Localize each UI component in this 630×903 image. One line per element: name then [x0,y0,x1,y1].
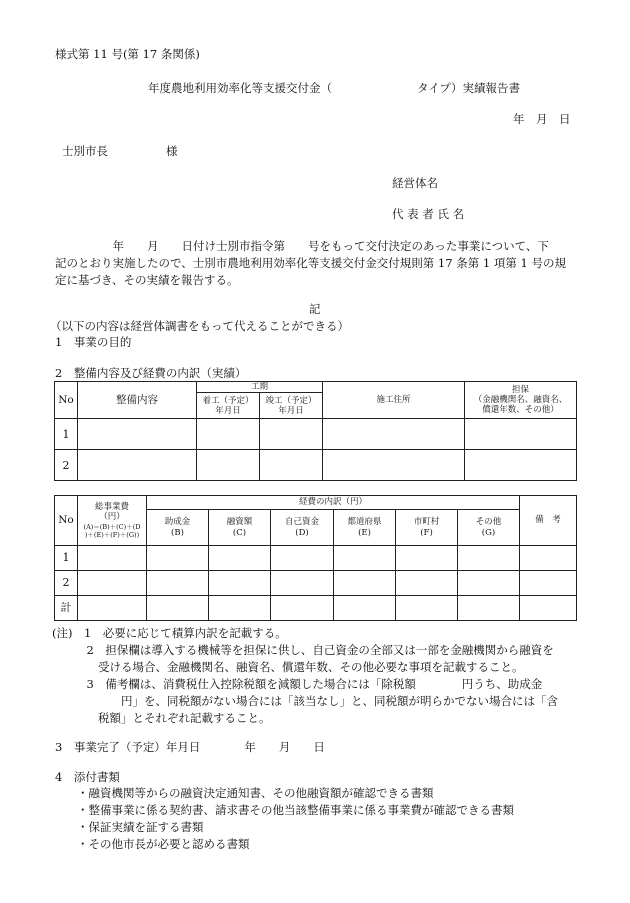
table-row [55,596,577,621]
table-row [55,546,577,571]
t1-cell-start[interactable] [197,450,260,481]
body-line-1: 年 月 日付け士別市指令第 号をもって交付決定のあった事業について、下 [55,239,549,253]
t1-cell-content[interactable] [78,450,197,481]
representative-label: 代 表 者 氏 名 [392,207,465,221]
t2-cell[interactable] [458,596,520,621]
t1-row-number: 2 [55,450,78,481]
t2-cell[interactable] [520,596,577,621]
t2-cell[interactable] [209,571,271,596]
t2-header-breakdown: 経費の内訳（円） [147,496,520,510]
t2-cell[interactable] [147,546,209,571]
table-row [55,419,577,450]
substitute-note: （以下の内容は経営体調書をもって代えることができる） [50,319,349,333]
t1-header-start: 着工（予定） 年月日 [197,393,260,419]
t2-header-municipality: 市町村 (F) [396,510,458,546]
attachment-item: ・融資機関等からの融資決定通知書、その他融資額が確認できる書類 [77,786,434,800]
attachment-item: ・その他市長が必要と認める書類 [77,837,250,851]
t1-cell-collateral[interactable] [465,419,577,450]
addressee-name: 士別市長 [62,144,108,158]
t2-cell[interactable] [209,596,271,621]
t2-cell[interactable] [396,596,458,621]
t2-row-number: 1 [55,546,78,571]
t1-cell-end[interactable] [260,450,323,481]
table-row [55,571,577,596]
t2-cell[interactable] [334,546,396,571]
completion-date: 年 月 日 [244,740,325,754]
title-pre: 年度農地利用効率化等支援交付金（ [148,81,332,95]
body-line-3: 定に基づき、その実績を報告する。 [55,273,239,287]
table-row [55,450,577,481]
t2-cell[interactable] [458,546,520,571]
t2-cell[interactable] [334,571,396,596]
attachment-item: ・保証実績を証する書類 [77,820,204,834]
t2-cell[interactable] [396,571,458,596]
addressee [62,144,178,158]
t2-cell[interactable] [78,596,147,621]
form-number: 様式第 11 号(第 17 条関係) [55,47,200,61]
t2-total-formula-2: )＋(E)＋(F)＋(G)) [84,530,140,539]
cost-breakdown-table [54,495,577,621]
t2-header-total: 総事業費 （円） (A)＝(B)＋(C)＋(D )＋(E)＋(F)＋(G)) [78,496,147,546]
org-name-label: 経営体名 [392,176,438,190]
addressee-honorific: 様 [166,144,178,158]
t1-cell-site[interactable] [323,419,465,450]
attachment-item: ・整備事業に係る契約書、請求書その他当該整備事業に係る事業費が確認できる書類 [77,803,514,817]
section-3-label: 3 事業完了（予定）年月日 [55,740,201,754]
t2-row-total-label: 計 [55,596,78,621]
t2-cell[interactable] [209,546,271,571]
note-line-5: 円」を、同税額がない場合には「該当なし」と、同税額が明らかでない場合には「含 [52,694,558,708]
t2-cell[interactable] [520,546,577,571]
note-line-3: 受ける場合、金融機関名、融資名、償還年数、その他必要な事項を記載すること。 [52,660,524,674]
t1-cell-collateral[interactable] [465,450,577,481]
t1-header-site: 施工住所 [323,382,465,419]
t2-cell[interactable] [458,571,520,596]
t2-cell[interactable] [396,546,458,571]
t1-row-number: 1 [55,419,78,450]
t2-row-number: 2 [55,571,78,596]
t2-header-other: その他 (G) [458,510,520,546]
t1-cell-end[interactable] [260,419,323,450]
note-line-4: 3 備考欄は、消費税仕入控除税額を減額した場合には「除税額 円うち、助成金 [52,677,543,691]
section-1-heading: 1 事業の目的 [55,335,132,349]
document-title [148,81,520,95]
t1-cell-start[interactable] [197,419,260,450]
t1-cell-site[interactable] [323,450,465,481]
t2-cell[interactable] [147,571,209,596]
note-line-2: 2 担保欄は導入する機械等を担保に供し、自己資金の全部又は一部を金融機関から融資を [52,643,554,657]
work-details-table [54,381,577,481]
t2-cell[interactable] [78,571,147,596]
note-line-1: (注) 1 必要に応じて積算内訳を記載する。 [52,626,287,640]
t1-header-collateral: 担保 （金融機関名、融資名、 償還年数、その他） [465,382,577,419]
t2-total-formula-1: (A)＝(B)＋(C)＋(D [83,522,141,531]
t2-header-prefecture: 都道府県 (E) [334,510,396,546]
t2-cell[interactable] [334,596,396,621]
t2-header-remarks: 備 考 [520,496,577,546]
title-post: タイプ）実績報告書 [417,81,521,95]
t2-header-own-funds: 自己資金 (D) [271,510,334,546]
t2-cell[interactable] [147,596,209,621]
t2-cell[interactable] [271,546,334,571]
report-date: 年 月 日 [513,112,571,126]
note-line-6: 税額」とそれぞれ記載すること。 [52,711,271,725]
section-3-heading [55,740,325,754]
t2-cell[interactable] [520,571,577,596]
t1-header-end: 竣工（予定） 年月日 [260,393,323,419]
t2-header-loan: 融資額 (C) [209,510,271,546]
section-4-heading: 4 添付書類 [55,770,120,784]
section-2-heading: 2 整備内容及び経費の内訳（実績） [55,366,247,380]
body-line-2: 記のとおり実施したので、士別市農地利用効率化等支援交付金交付規則第 17 条第 1 項第 1 号の規 [55,256,566,270]
t2-cell[interactable] [78,546,147,571]
t1-header-no: No [55,382,78,419]
t1-header-period: 工期 [197,382,323,393]
t2-cell[interactable] [271,596,334,621]
t2-cell[interactable] [271,571,334,596]
t1-cell-content[interactable] [78,419,197,450]
t2-header-no: No [55,496,78,546]
ki-heading: 記 [309,302,321,316]
t2-header-subsidy: 助成金 (B) [147,510,209,546]
t1-header-content: 整備内容 [78,382,197,419]
